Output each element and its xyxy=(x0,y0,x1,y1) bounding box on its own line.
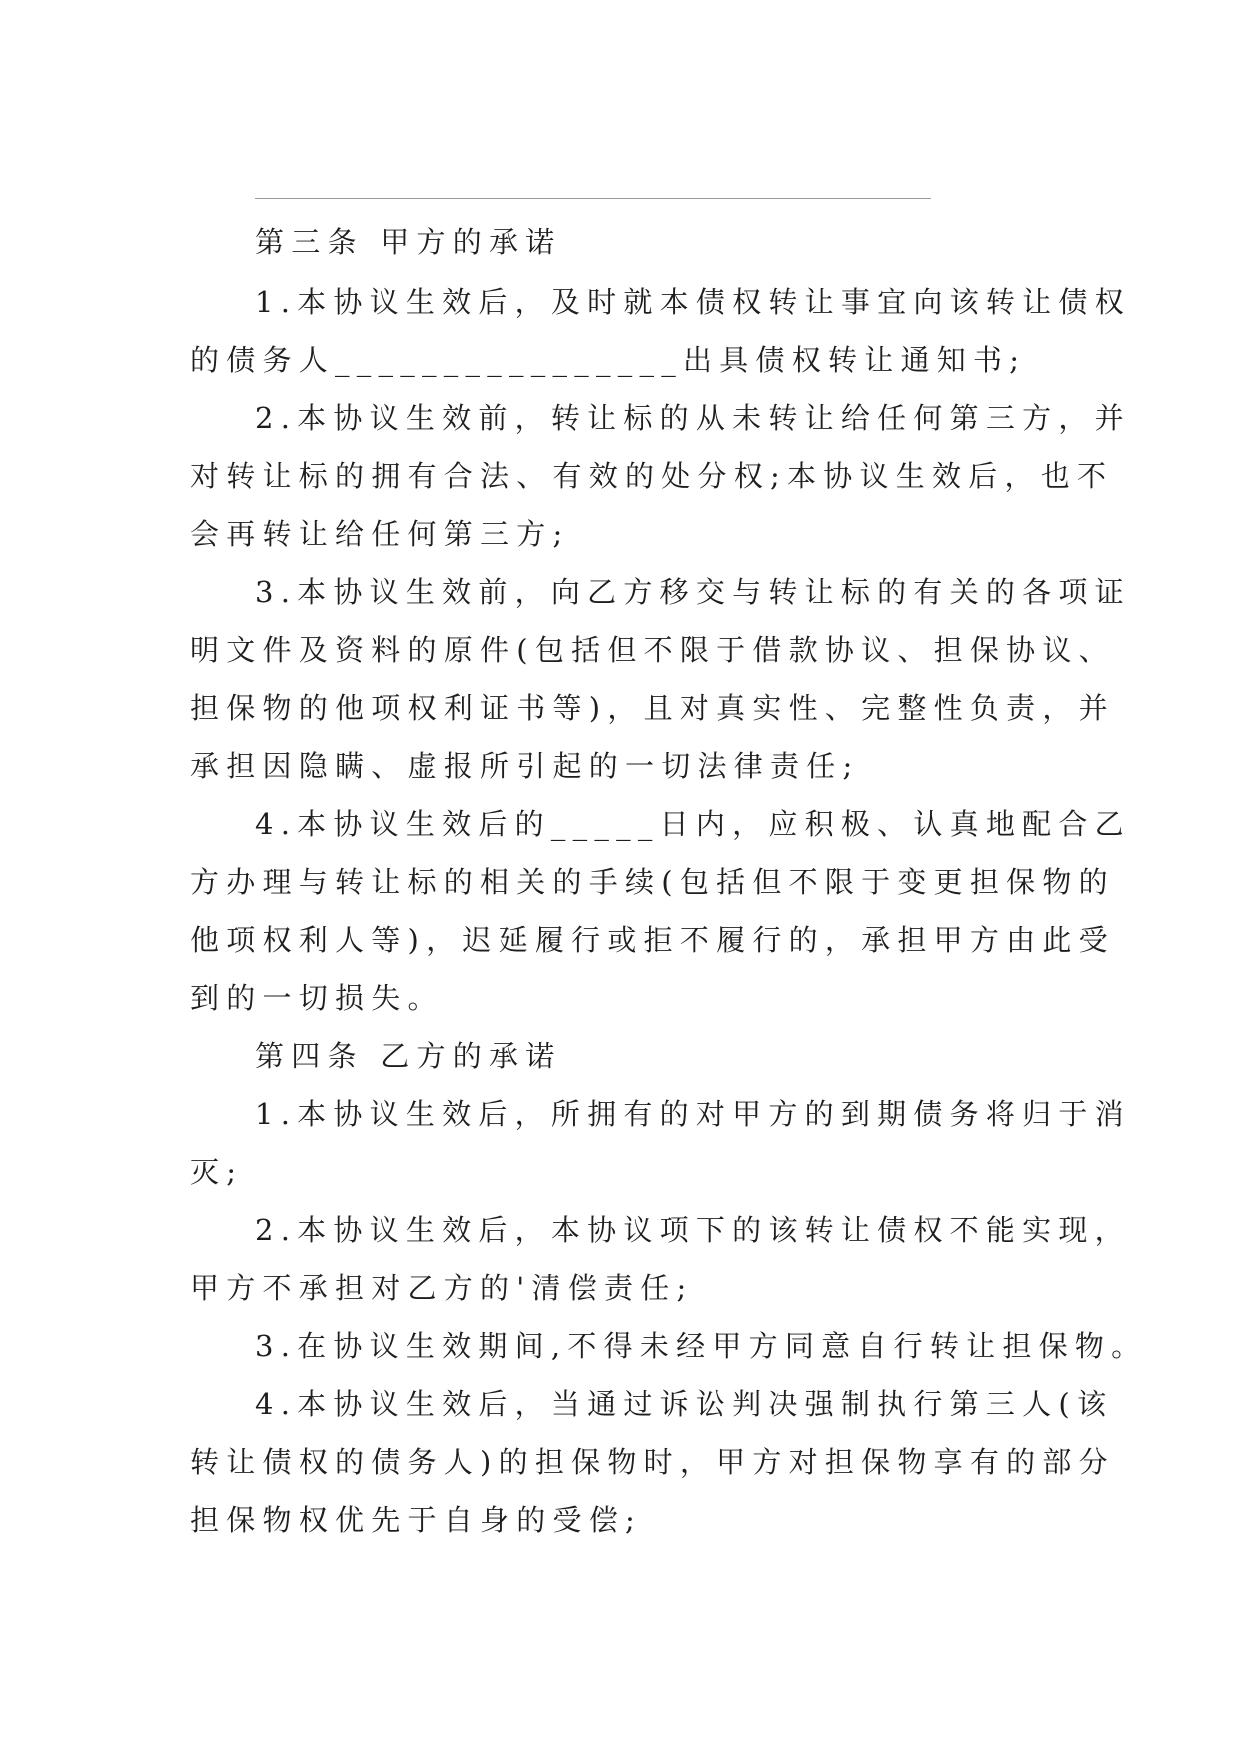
paragraph-line: 灭; xyxy=(190,1155,244,1189)
paragraph-line: 甲方不承担对乙方的'清偿责任; xyxy=(190,1271,694,1305)
paragraph-line: 会再转让给任何第三方; xyxy=(190,517,570,551)
paragraph-line: 对转让标的拥有合法、有效的处分权;本协议生效后，也不 xyxy=(190,459,1114,493)
paragraph-line: 1.本协议生效后，所拥有的对甲方的到期债务将归于消 xyxy=(255,1097,1131,1131)
article-3-heading: 第三条 甲方的承诺 xyxy=(255,225,562,259)
paragraph-line: 承担因隐瞒、虚报所引起的一切法律责任; xyxy=(190,749,860,783)
article-4-heading: 第四条 乙方的承诺 xyxy=(255,1039,562,1073)
paragraph-line: 方办理与转让标的相关的手续(包括但不限于变更担保物的 xyxy=(190,865,1115,899)
header-rule xyxy=(255,198,931,199)
paragraph-line: 的债务人________________出具债权转让通知书; xyxy=(190,343,1027,377)
paragraph-line: 1.本协议生效后，及时就本债权转让事宜向该转让债权 xyxy=(255,285,1131,319)
paragraph-line: 2.本协议生效前，转让标的从未转让给任何第三方，并 xyxy=(255,401,1131,435)
paragraph-line: 到的一切损失。 xyxy=(190,981,444,1015)
paragraph-line: 3.在协议生效期间,不得未经甲方同意自行转让担保物。 xyxy=(255,1329,1148,1363)
paragraph-line: 明文件及资料的原件(包括但不限于借款协议、担保协议、 xyxy=(190,633,1115,667)
paragraph-line: 4.本协议生效后的_____日内，应积极、认真地配合乙 xyxy=(255,807,1131,841)
paragraph-line: 4.本协议生效后，当通过诉讼判决强制执行第三人(该 xyxy=(255,1387,1114,1421)
paragraph-line: 担保物的他项权利证书等)，且对真实性、完整性负责，并 xyxy=(190,691,1115,725)
paragraph-line: 2.本协议生效后，本协议项下的该转让债权不能实现， xyxy=(255,1213,1131,1247)
paragraph-line: 3.本协议生效前，向乙方移交与转让标的有关的各项证 xyxy=(255,575,1131,609)
paragraph-line: 转让债权的债务人)的担保物时，甲方对担保物享有的部分 xyxy=(190,1445,1115,1479)
paragraph-line: 担保物权优先于自身的受偿; xyxy=(190,1503,643,1537)
paragraph-line: 他项权利人等)，迟延履行或拒不履行的，承担甲方由此受 xyxy=(190,923,1115,957)
